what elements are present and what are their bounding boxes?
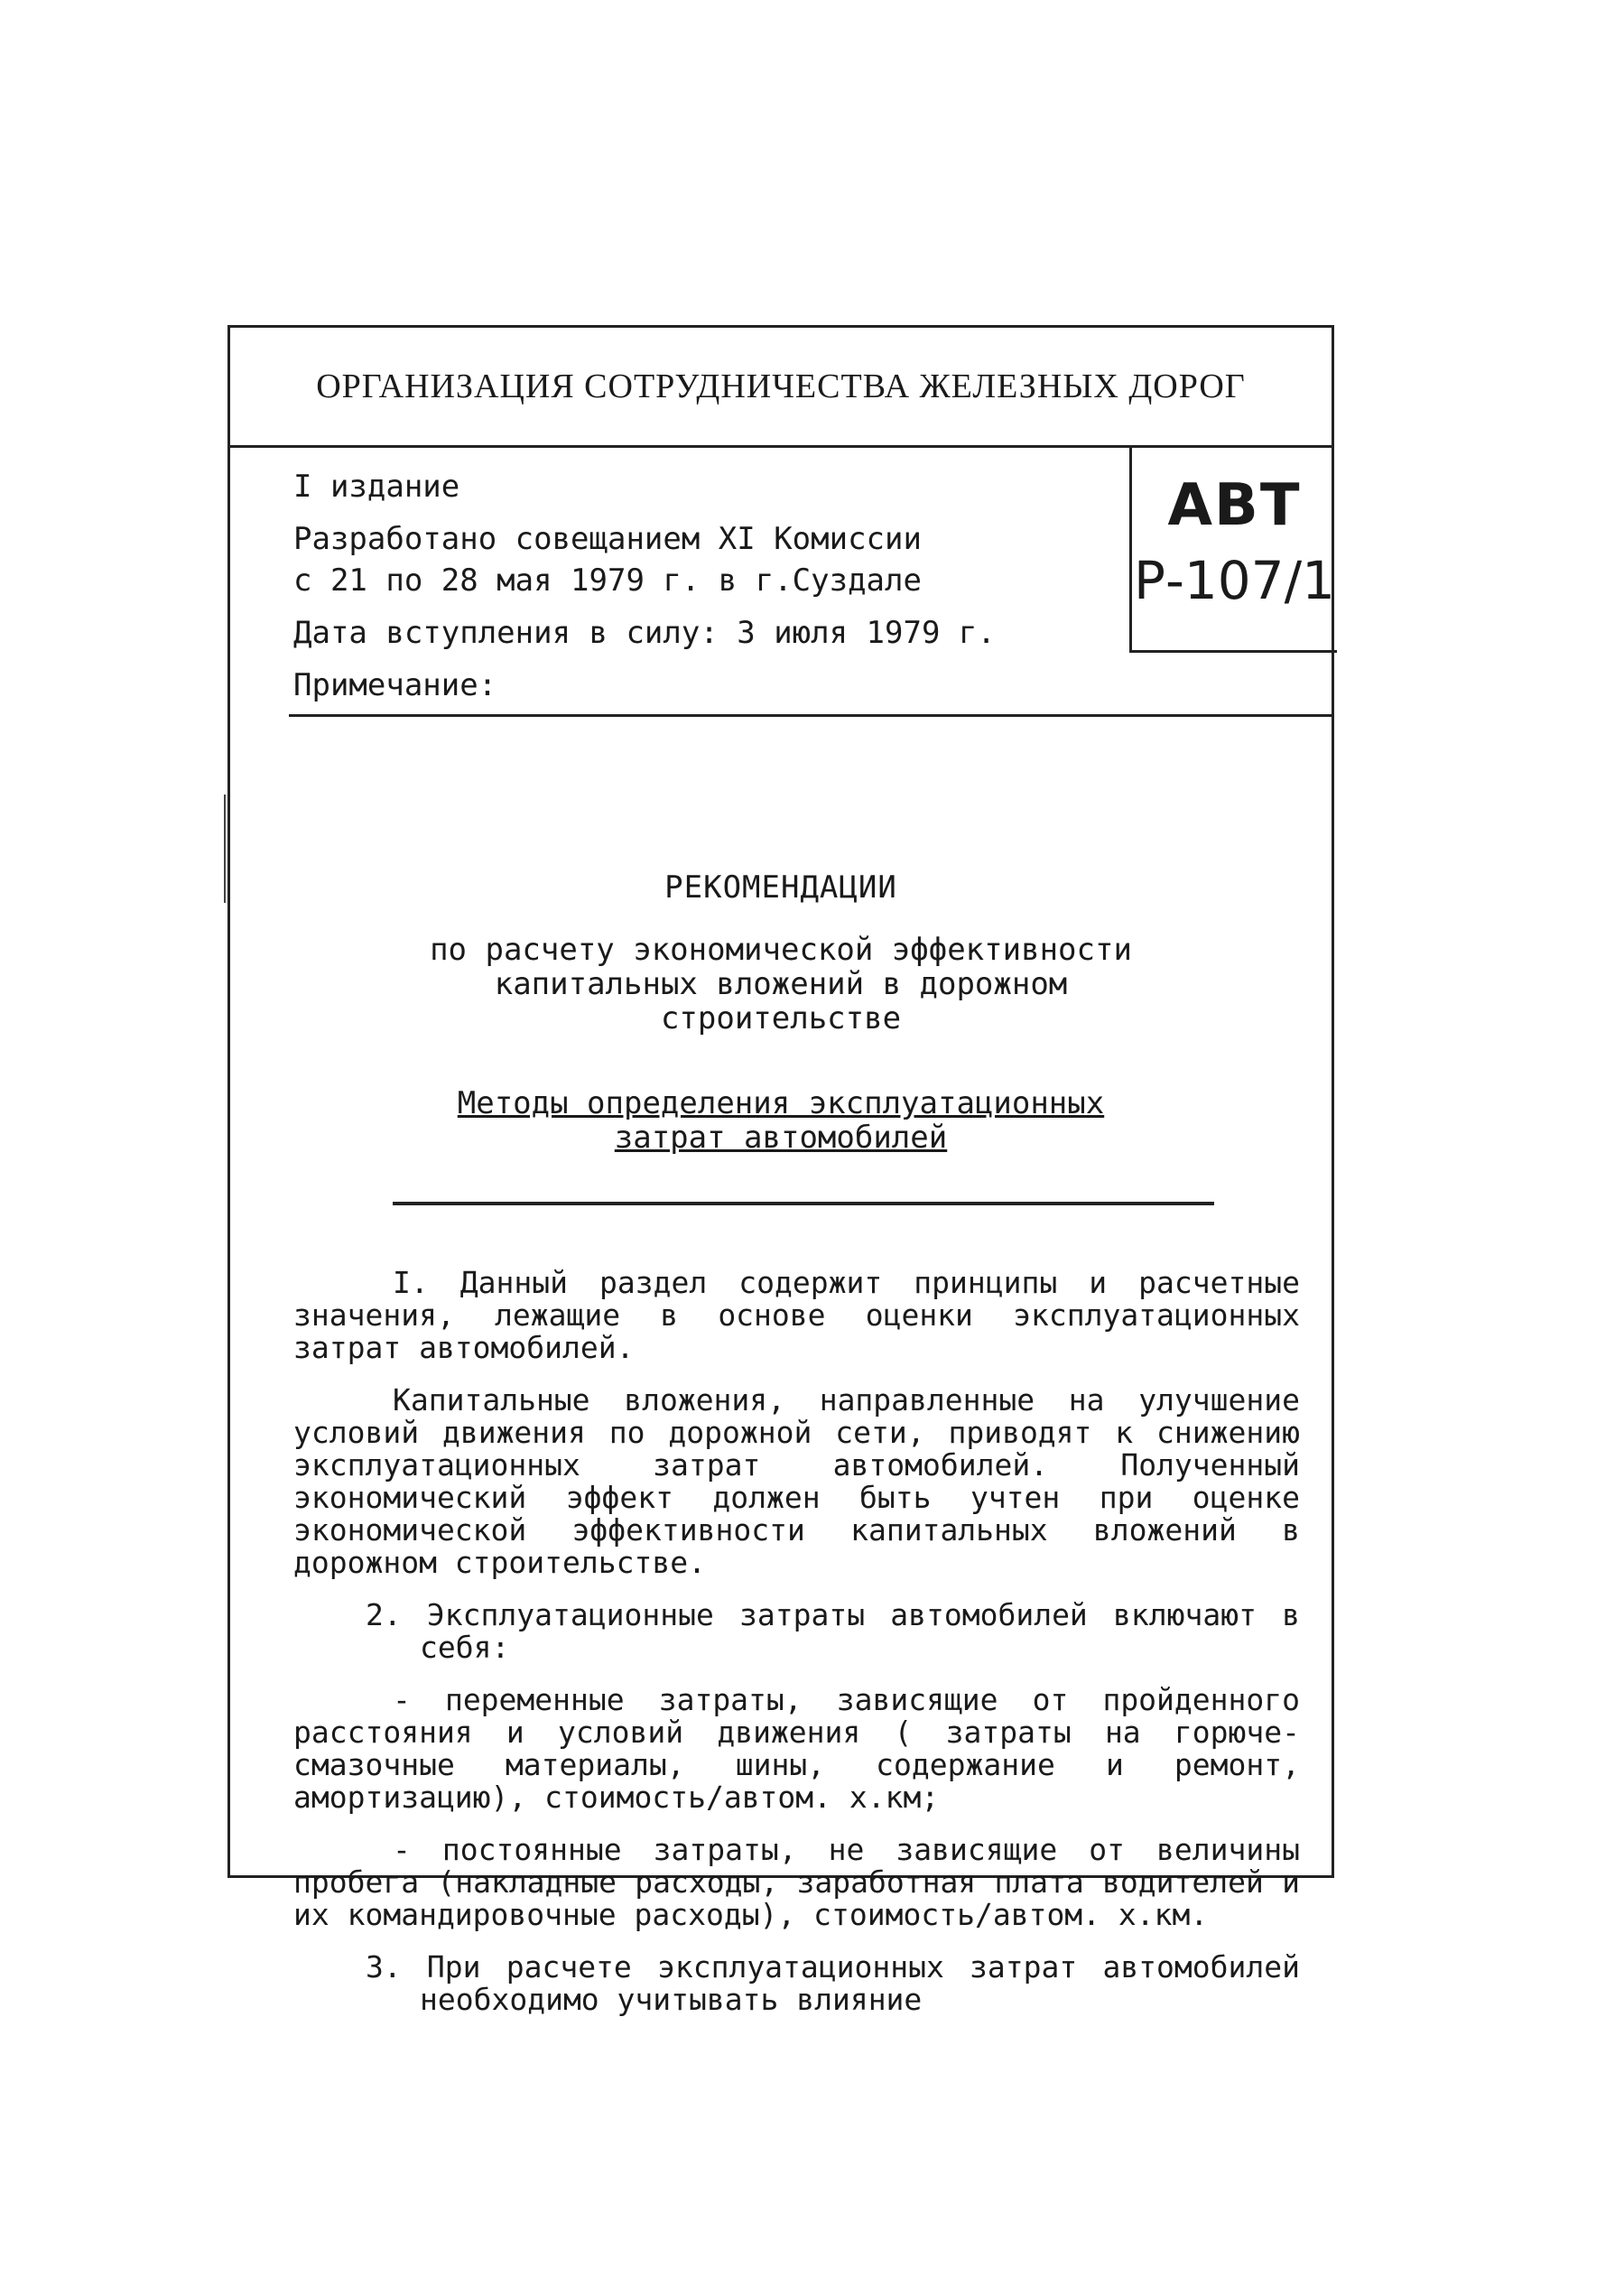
divider-top xyxy=(289,714,1332,717)
title-block xyxy=(230,869,1332,1155)
document-code-series: АВТ xyxy=(1167,472,1302,539)
document-frame xyxy=(227,325,1336,2017)
document-code-box xyxy=(1129,445,1337,653)
developed-line-1: Разработано совещанием XI Комиссии xyxy=(293,521,922,557)
document-code-number: Р-107/1 xyxy=(1133,550,1336,611)
margin-mark xyxy=(224,795,226,903)
body-text xyxy=(293,1267,1300,2036)
paragraph-4: - переменные затраты, зависящие от пройденного расстояния и условий движения ( затраты на горюче-смазочные материалы, шины, содержание и ремонт, амортизацию), стоимость/автом. х.км; xyxy=(293,1682,1300,1815)
subtitle-line-2: затрат автомобилей xyxy=(614,1120,948,1156)
note-label: Примечание: xyxy=(293,667,497,703)
subject-line-3: строительстве xyxy=(660,1000,902,1036)
subject-line-2: капитальных вложений в дорожном xyxy=(494,966,1068,1002)
document-subtitle xyxy=(230,1086,1332,1155)
subject-line-1: по расчету экономической эффективности xyxy=(430,932,1132,968)
document-subject xyxy=(230,933,1332,1036)
paragraph-2: Капитальные вложения, направленные на улучшение условий движения по дорожной сети, приводят к снижению эксплуатационных затрат автомобилей. Полученный экономический эффект должен быть учтен при оценке экономической эффективности капитальных вложений в дорожном строительстве. xyxy=(293,1382,1300,1580)
paragraph-1: I. Данный раздел содержит принципы и расчетные значения, лежащие в основе оценки эксплуатационных затрат автомобилей. xyxy=(293,1265,1300,1365)
document-type: РЕКОМЕНДАЦИИ xyxy=(664,869,897,906)
edition: I издание xyxy=(293,469,460,505)
divider-middle xyxy=(393,1202,1214,1205)
paragraph-6: 3. При расчете эксплуатационных затрат автомобилей необходимо учитывать влияние xyxy=(366,1949,1300,2017)
developed-line-2: с 21 по 28 мая 1979 г. в г.Суздале xyxy=(293,562,922,599)
organization-header: ОРГАНИЗАЦИЯ СОТРУДНИЧЕСТВА ЖЕЛЕЗНЫХ ДОРОГ xyxy=(230,328,1332,448)
effective-date: Дата вступления в силу: 3 июля 1979 г. xyxy=(293,615,996,651)
subtitle-line-1: Методы определения эксплуатационных xyxy=(457,1085,1105,1121)
paragraph-3: 2. Эксплуатационные затраты автомобилей включают в себя: xyxy=(366,1597,1300,1665)
document-info xyxy=(293,468,1106,719)
paragraph-5: - постоянные затраты, не зависящие от величины пробега (накладные расходы, заработная плата водителей и их командировочные расходы), стоимость/автом. х.км. xyxy=(293,1832,1300,1932)
